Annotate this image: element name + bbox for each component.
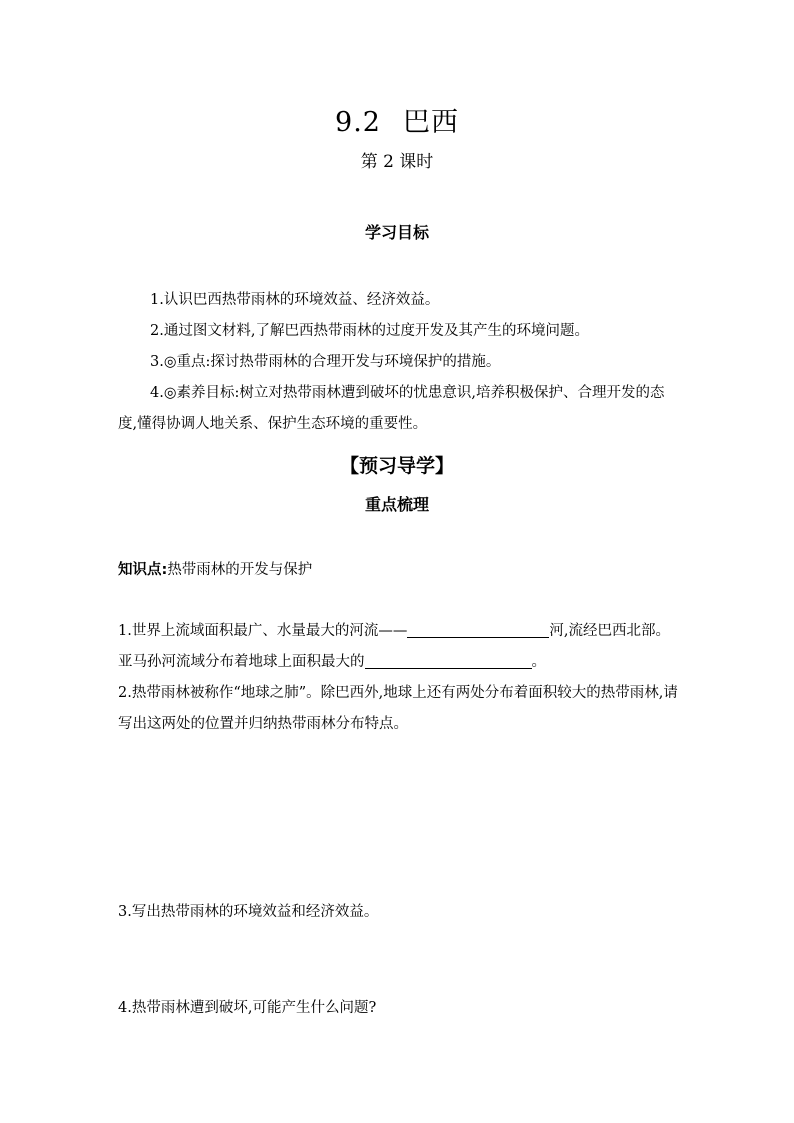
question-1-text-a: 1.世界上流域面积最广、水量最大的河流—— <box>118 623 408 639</box>
knowledge-point-topic: 热带雨林的开发与保护 <box>167 562 313 578</box>
objective-item-1: 1.认识巴西热带雨林的环境效益、经济效益。 <box>150 292 440 308</box>
river-answer-blank[interactable] <box>407 619 549 638</box>
question-1-text-b: 河,流经巴西北部。亚马孙河流域分布着地球上面积最大的 <box>118 623 670 670</box>
preview-heading: 【预习导学】 <box>339 455 454 477</box>
objective-item-3: 3.◎重点:探讨热带雨林的合理开发与环境保护的措施。 <box>150 354 501 370</box>
objectives-heading: 学习目标 <box>364 223 429 242</box>
objective-item-4: 4.◎素养目标:树立对热带雨林遭到破坏的忧患意识,培养积极保护、合理开发的态度,懂得协调人地关系、保护生态环境的重要性。 <box>118 385 665 432</box>
page-title <box>0 100 794 139</box>
knowledge-point-label: 知识点: <box>118 562 168 578</box>
key-points-heading: 重点梳理 <box>364 495 429 514</box>
page-subtitle: 第 2 课时 <box>360 152 434 172</box>
question-1-text-c: 。 <box>531 654 546 670</box>
question-4: 4.热带雨林遭到破坏,可能产生什么问题? <box>118 1000 377 1016</box>
lesson-name: 巴西 <box>402 107 459 138</box>
lesson-number: 9.2 <box>335 107 381 138</box>
knowledge-point <box>118 555 678 586</box>
question-2: 2.热带雨林被称作“地球之肺”。除巴西外,地球上还有两处分布着面积较大的热带雨林,请写出这两处的位置并归纳热带雨林分布特点。 <box>118 685 678 732</box>
question-1 <box>118 616 678 678</box>
question-3: 3.写出热带雨林的环境效益和经济效益。 <box>118 904 379 920</box>
forest-answer-blank[interactable] <box>365 650 532 669</box>
objective-item-2: 2.通过图文材料,了解巴西热带雨林的过度开发及其产生的环境问题。 <box>150 323 589 339</box>
